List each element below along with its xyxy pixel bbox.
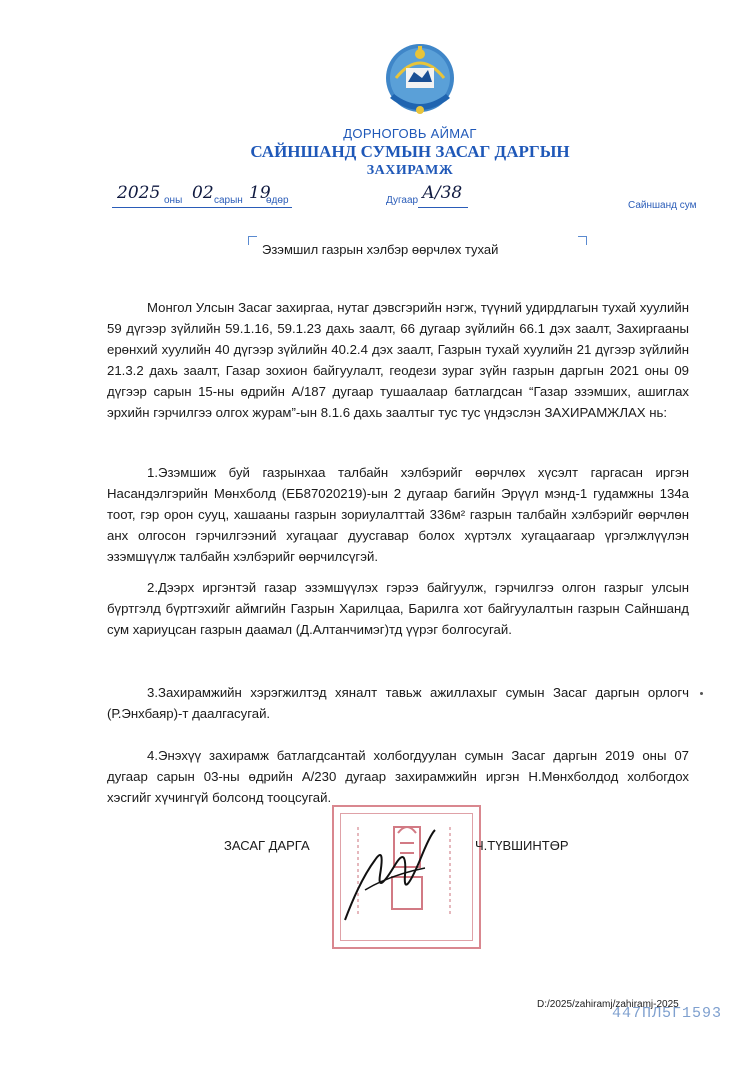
number-label: Дугаар: [386, 195, 419, 206]
mongolia-state-emblem-icon: [382, 38, 458, 124]
paragraph-item-3: 3.Захирамжийн хэрэгжилтэд хяналт тавьж ажиллахыг сумын Засаг даргын орлогч (Р.Энхбаяр)-т даалгасугай.: [107, 685, 689, 721]
number-underline: [418, 207, 468, 208]
header-governor: САЙНШАНД СУМЫН ЗАСАГ ДАРГЫН: [250, 142, 570, 161]
document-header: [0, 126, 750, 180]
signatory-name: Ч.ТҮВШИНТӨР: [475, 838, 569, 853]
handwritten-year: 2025: [117, 183, 161, 203]
stamped-number: 447ПЛ5Г1593: [612, 1005, 723, 1022]
signatory-position: ЗАСАГ ДАРГА: [224, 838, 310, 853]
handwritten-month: 02: [192, 183, 214, 203]
day-label: өдөр: [266, 195, 289, 206]
title-bracket-right: [578, 236, 587, 245]
year-label: оны: [164, 195, 183, 206]
handwritten-day: 19: [249, 183, 271, 203]
document-title: Эзэмшил газрын хэлбэр өөрчлөх тухай: [262, 242, 499, 257]
place-label: Сайншанд сум: [628, 200, 697, 211]
paragraph-item-1: 1.Эзэмшиж буй газрынхаа талбайн хэлбэрийг өөрчлөх хүсэлт гаргасан иргэн Насандэлгэрийн Мөнхболд (ЕБ87020219)-ын 2 дугаар багийн Эрүүл мэнд-1 гудамжны 134а тоот, гэр орон сууц, хашааны газрын зориулалттай 336м² газрын талбайн хэлбэрийг өөрчлөн анх олгосон гэрчилгээний хугацааг дуусгавар болох хүртэлх хугацаагаар үргэлжлүүлэн эзэмшүүлж талбайн хэлбэрийг өөрчилсүгэй.: [107, 465, 689, 564]
file-path: D:/2025/zahiramj/zahiramj-2025: [537, 999, 679, 1010]
title-bracket-left: [248, 236, 257, 245]
header-decree: ЗАХИРАМЖ: [366, 163, 454, 178]
paragraph-preamble: Монгол Улсын Засаг захиргаа, нутаг дэвсгэрийн нэгж, түүний удирдлагын тухай хуулийн 59 дүгээр зүйлийн 59.1.16, 59.1.23 дахь заалт, 66 дугаар зүйлийн 66.1 дэх заалт, Захиргааны ерөнхий хуулийн 40 дүгээр зүйлийн 40.2.4 дэх заалт, Газрын тухай хуулийн 21 дүгээр зүйлийн 21.3.2 дахь заалт, Газар зохион байгуулалт, геодези зураг зүйн газрын даргын 2021 оны 09 дүгээр сарын 15-ны өдрийн А/187 дугаар тушаалаар батлагдсан “Газар эзэмших, ашиглах эрхийн гэрчилгээ олгох журам”-ын 8.1.6 дахь заалтыг тус тус үндэслэн ЗАХИРАМЖЛАХ нь:: [107, 300, 689, 420]
paragraph-item-2: 2.Дээрх иргэнтэй газар эзэмшүүлэх гэрээ байгуулж, гэрчилгээ олгон газрыг улсын бүртгэлд бүртгэхийг аймгийн Газрын Харилцаа, Барилга хот байгуулалтын газрын Сайншанд сум хариуцсан газрын даамал (Д.Алтанчимэг)тд үүрэг болгосугай.: [107, 580, 689, 637]
margin-dot: [700, 692, 703, 695]
date-underline: [112, 207, 292, 208]
handwritten-number: А/38: [422, 183, 463, 203]
paragraph-item-4: 4.Энэхүү захирамж батлагдсантай холбогдуулан сумын Засаг даргын 2019 оны 07 дугаар сарын 03-ны өдрийн А/230 дугаар захирамжийн иргэн Н.Мөнхболдод холбогдох хэсгийг хүчингүй болсонд тооцсугай.: [107, 748, 689, 805]
header-aimag: ДОРНОГОВЬ АЙМАГ: [343, 126, 477, 141]
month-label: сарын: [214, 195, 243, 206]
handwritten-signature: [335, 820, 445, 930]
